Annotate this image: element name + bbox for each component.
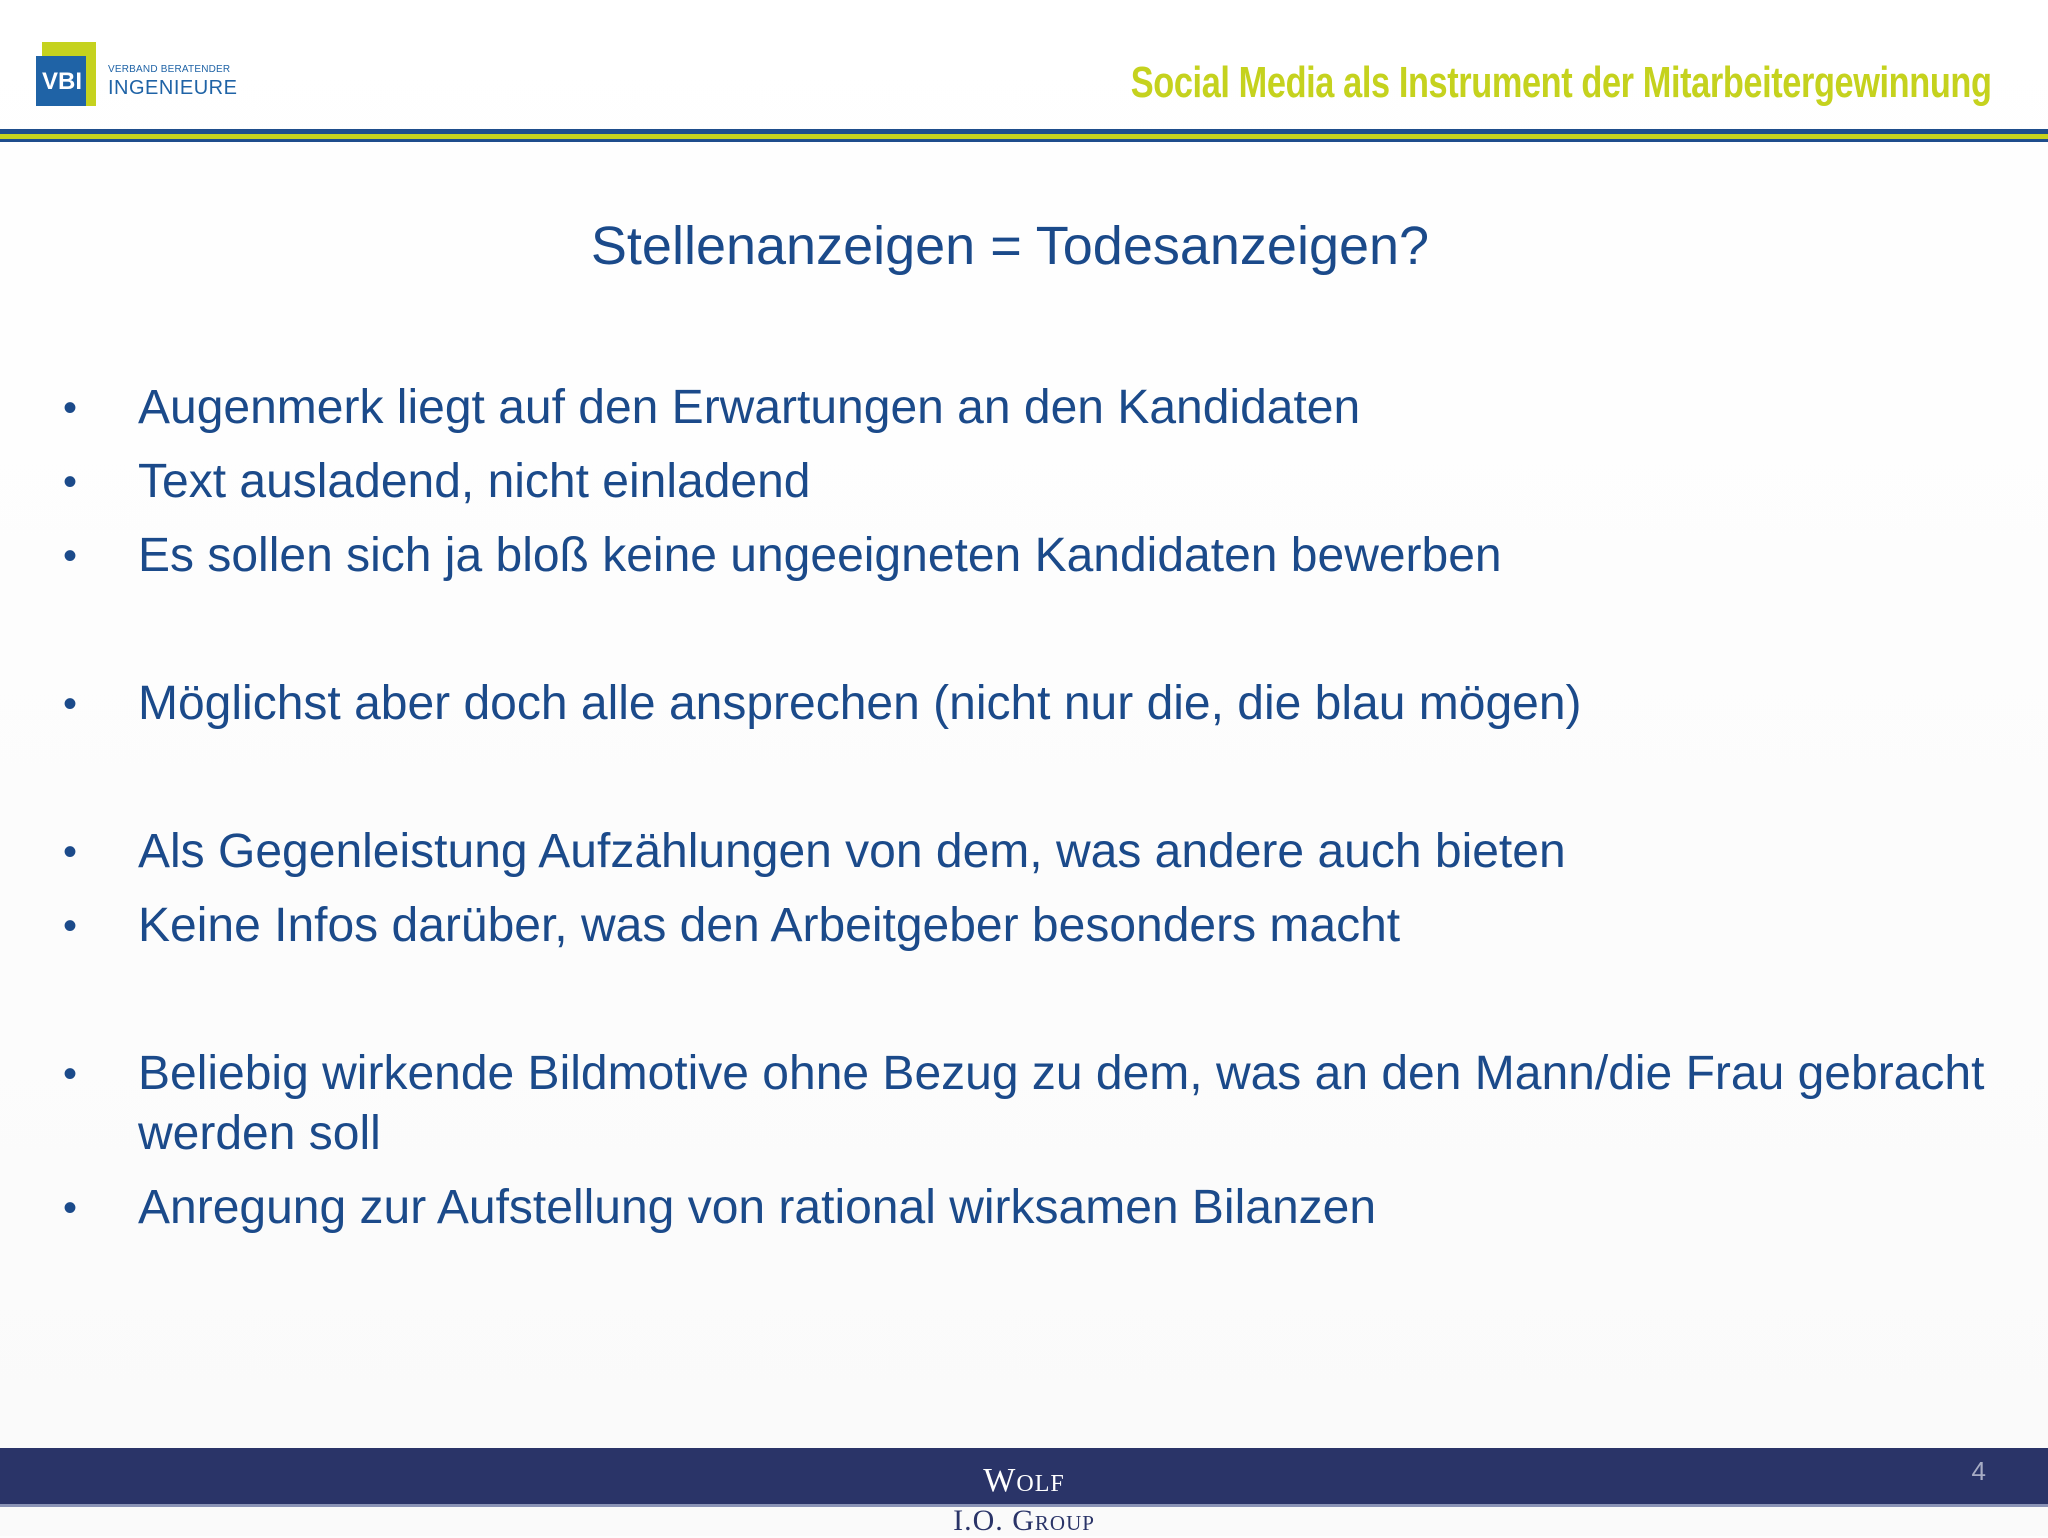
bullet-dot: • bbox=[62, 534, 77, 578]
bullet-item bbox=[60, 1178, 2010, 1238]
bullet-text: Als Gegenleistung Aufzählungen von dem, was andere auch bieten bbox=[138, 825, 1566, 878]
logo-line-2: INGENIEURE bbox=[108, 76, 238, 99]
bullet-item bbox=[60, 1044, 2010, 1164]
page-number: 4 bbox=[1971, 1456, 1986, 1486]
bullet-item bbox=[60, 896, 2010, 956]
bullet-list bbox=[60, 378, 2010, 1252]
bullet-text: Text ausladend, nicht einladend bbox=[138, 455, 811, 508]
bullet-dot: • bbox=[62, 1052, 77, 1096]
footer-company-sub: I.O. Group bbox=[953, 1504, 1095, 1537]
header-rule-bottom bbox=[0, 139, 2048, 142]
bullet-item bbox=[60, 452, 2010, 512]
bullet-text: Möglichst aber doch alle ansprechen (nicht nur die, die blau mögen) bbox=[138, 677, 1582, 730]
bullet-text: Keine Infos darüber, was den Arbeitgeber besonders macht bbox=[138, 899, 1401, 952]
bullet-text: Beliebig wirkende Bildmotive ohne Bezug zu dem, was an den Mann/die Frau gebracht werden soll bbox=[138, 1047, 1985, 1160]
bullet-item bbox=[60, 526, 2010, 586]
bullet-dot: • bbox=[62, 1186, 77, 1230]
logo-wordmark bbox=[108, 65, 237, 98]
bullet-text: Anregung zur Aufstellung von rational wirksamen Bilanzen bbox=[138, 1181, 1377, 1234]
header-title: Social Media als Instrument der Mitarbeitergewinnung bbox=[1131, 58, 1992, 107]
bullet-dot: • bbox=[62, 386, 77, 430]
bullet-item bbox=[60, 378, 2010, 438]
footer-company-name: Wolf bbox=[983, 1462, 1065, 1499]
bullet-dot: • bbox=[62, 904, 77, 948]
vbi-logo bbox=[36, 42, 237, 106]
bullet-item bbox=[60, 674, 2010, 734]
bullet-item bbox=[60, 822, 2010, 882]
logo-line-1: VERBAND BERATENDER bbox=[108, 63, 231, 75]
bullet-text: Es sollen sich ja bloß keine ungeeigneten Kandidaten bewerben bbox=[138, 529, 1502, 582]
slide-title: Stellenanzeigen = Todesanzeigen? bbox=[590, 216, 1430, 276]
bullet-text: Augenmerk liegt auf den Erwartungen an den Kandidaten bbox=[138, 381, 1361, 434]
logo-abbreviation: VBI bbox=[41, 68, 82, 95]
bullet-dot: • bbox=[62, 830, 77, 874]
bullet-dot: • bbox=[62, 460, 77, 504]
vbi-logo-mark bbox=[36, 42, 96, 106]
bullet-dot: • bbox=[62, 682, 77, 726]
